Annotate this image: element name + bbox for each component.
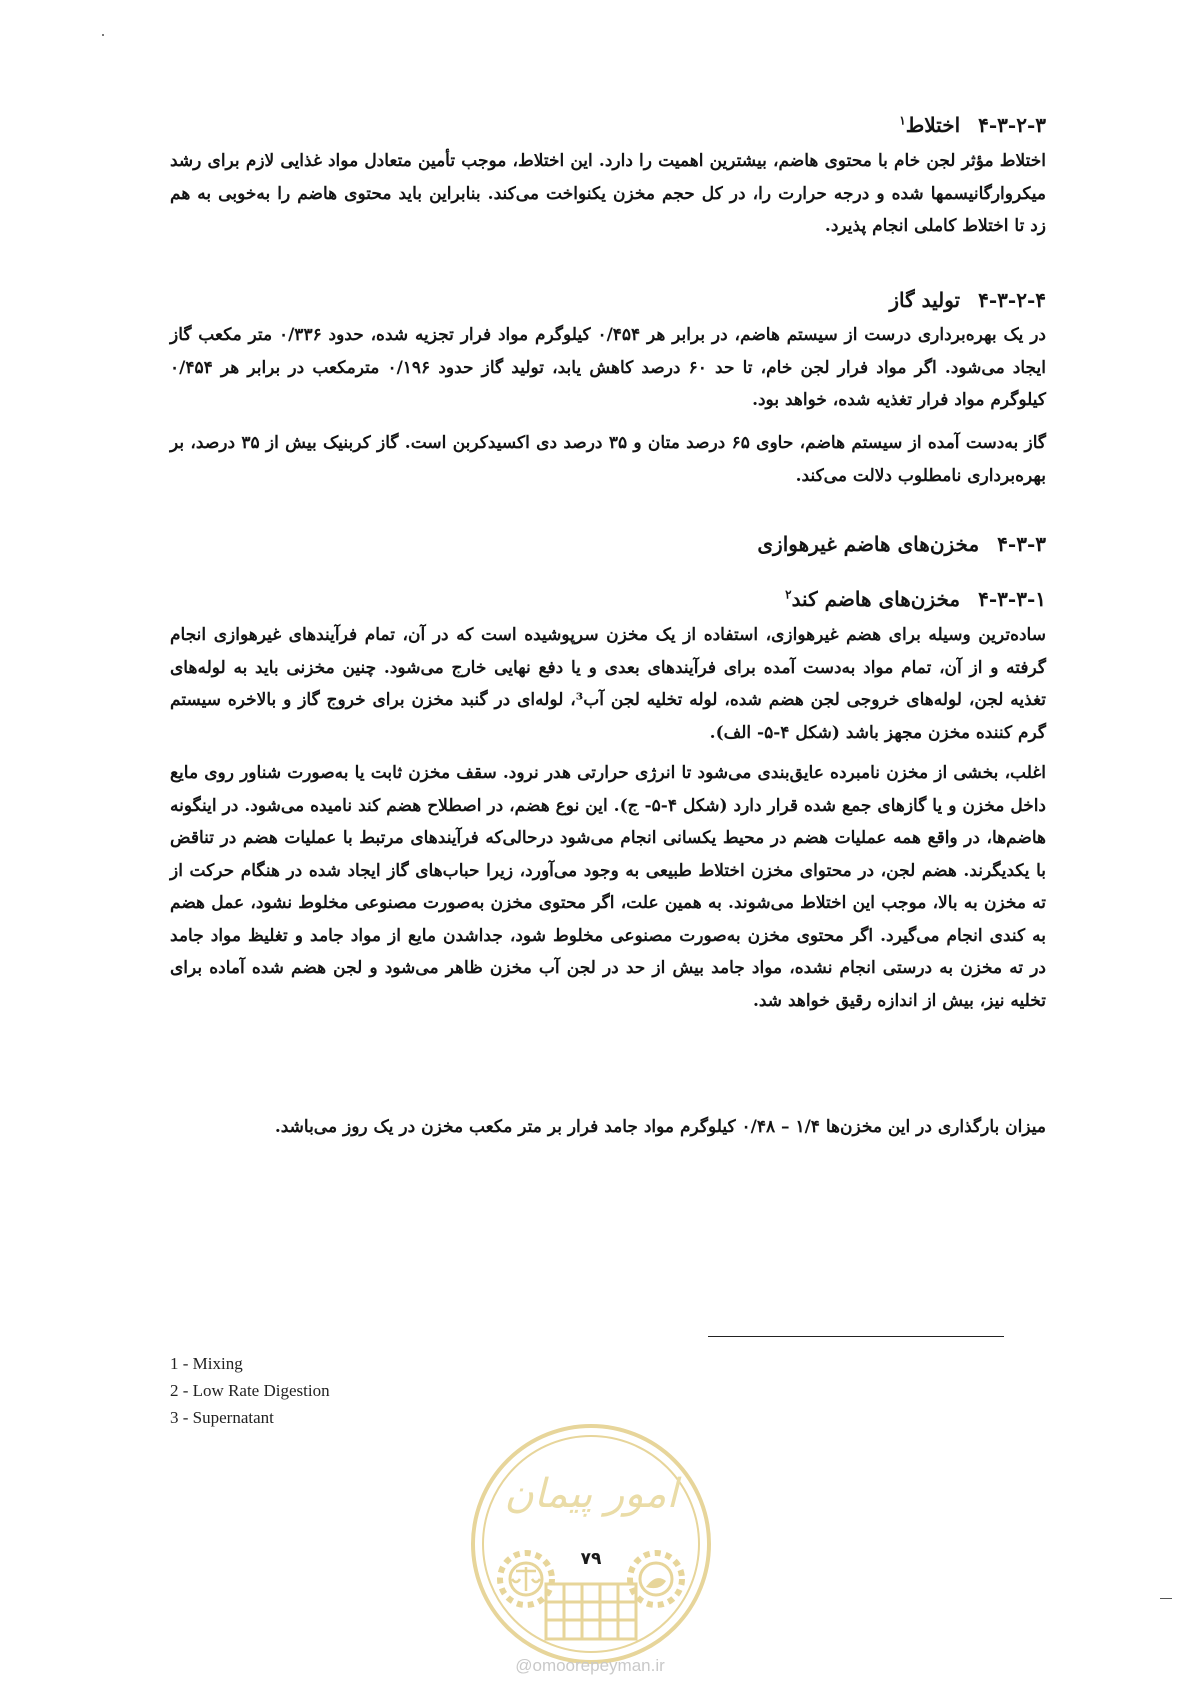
footnote-3: 3 - Supernatant xyxy=(170,1408,274,1427)
website-text: omoorepeyman.ir xyxy=(532,1656,665,1675)
footnote-ref: ۲ xyxy=(785,587,792,602)
section-heading-anaerobic-tanks xyxy=(170,528,1046,560)
watermark-logo-icon xyxy=(466,1419,716,1669)
paragraph: گاز به‌دست آمده از سیستم هاضم، حاوی ۶۵ درصد متان و ۳۵ درصد دی اکسیدکربن است. گاز کربنیک بیش از ۳۵ درصد، بر بهره‌برداری نامطلوب دلالت می‌کند. xyxy=(170,433,1046,486)
scan-speck xyxy=(102,34,104,36)
section-heading-gas-production xyxy=(170,284,1046,316)
section-number: ۴-۳-۳ xyxy=(997,532,1046,556)
stamp-logo-text: امور پیمان xyxy=(504,1471,678,1517)
footnote-2: 2 - Low Rate Digestion xyxy=(170,1381,330,1400)
paragraph: میزان بارگذاری در این مخزن‌ها ۱/۴ – ۰/۴۸ کیلوگرم مواد جامد فرار بر متر مکعب مخزن در یک روز می‌باشد. xyxy=(274,1117,1046,1137)
paragraph: اختلاط مؤثر لجن خام با محتوی هاضم، بیشترین اهمیت را دارد. این اختلاط، موجب تأمین متعادل مواد غذایی لازم برای رشد میکروارگانیسمها شده و درجه حرارت را، در کل حجم مخزن یکنواخت می‌کند. بنابراین باید محتوی هاضم را به‌خوبی به هم زد تا اختلاط کاملی انجام پذیرد. xyxy=(170,151,1046,236)
at-icon: @ xyxy=(515,1656,533,1675)
paragraph: در یک بهره‌برداری درست از سیستم هاضم، در برابر هر ۰/۴۵۴ کیلوگرم مواد فرار تجزیه شده، حدود ۰/۳۳۶ متر مکعب گاز ایجاد می‌شود. اگر مواد فرار لجن خام، تا حد ۶۰ درصد کاهش یابد، تولید گاز حدود ۰/۱۹۶ مترمکعب در برابر هر ۰/۴۵۴ کیلوگرم مواد فرار تغذیه شده، خواهد بود. xyxy=(170,325,1046,410)
paragraph: ساده‌ترین وسیله برای هضم غیرهوازی، استفاده از یک مخزن سرپوشیده است که در آن، تمام فرآیندهای غیرهوازی انجام گرفته و از آن، تمام مواد به‌دست آمده برای فرآیندهای بعدی و یا دفع نهایی خارج می‌شود. چنین مخزنی باید به لوله‌های تغذیه لجن، لوله‌های خروجی لجن هضم شده، لوله تخلیه لجن آب³، لوله‌ای در گنبد مخزن برای خروج گاز و بالاخره سیستم گرم کننده مخزن مجهز باشد (شکل ۴-۵- الف). xyxy=(170,625,1047,743)
section-title: مخزن‌های هاضم کند xyxy=(791,587,961,611)
paragraph: اغلب، بخشی از مخزن نامبرده عایق‌بندی می‌شود تا انرژی حرارتی هدر نرود. سقف مخزن ثابت یا به‌صورت شناور روی مایع داخل مخزن و یا گازهای جمع شده قرار دارد (شکل ۴-۵- ج). این نوع هضم، در اصطلاح هضم کند نامیده می‌شود. در اینگونه هاضم‌ها، در واقع همه عملیات هضم در محیط یکسانی انجام می‌شود درحالی‌که فرآیندهای مرتبط با عملیات هضم در تناقض با یکدیگرند. هضم لجن، در محتوای مخزن اختلاط طبیعی به وجود می‌آورد، زیرا حباب‌های گاز ایجاد شده در هنگام حرکت از ته مخزن به بالا، موجب این اختلاط می‌شوند. به همین علت، اگر محتوی مخزن به‌صورت مصنوعی مخلوط نشود، عمل هضم به کندی انجام می‌گیرد. اگر محتوی مخزن به‌صورت مصنوعی مخلوط شود، جداشدن مایع از مواد جامد و تغلیظ مواد جامد در ته مخزن به درستی انجام نشده، مواد جامد بیش از حد در لجن آب مخزن ظاهر می‌شود و لجن هضم شده آماده برای تخلیه نیز، بیش از اندازه رقیق خواهد شد. xyxy=(170,763,1046,1011)
section-title: اختلاط xyxy=(905,113,961,137)
website-watermark xyxy=(490,1656,690,1676)
section-heading-mixing xyxy=(170,109,1046,141)
section-number: ۴-۳-۲-۳ xyxy=(978,113,1046,137)
section-number: ۴-۳-۲-۴ xyxy=(978,288,1046,312)
section-number: ۴-۳-۳-۱ xyxy=(978,587,1046,611)
footnote-separator xyxy=(708,1336,1004,1337)
footnote-1: 1 - Mixing xyxy=(170,1354,243,1373)
section-title: تولید گاز xyxy=(889,288,961,312)
watermark-stamp xyxy=(466,1419,716,1669)
section-title: مخزن‌های هاضم غیرهوازی xyxy=(757,532,980,556)
section-heading-low-rate-tanks xyxy=(170,583,1046,615)
footnote-ref: ۱ xyxy=(899,113,906,128)
page-number: ۷۹ xyxy=(580,1549,602,1569)
margin-dash xyxy=(1160,1598,1172,1599)
